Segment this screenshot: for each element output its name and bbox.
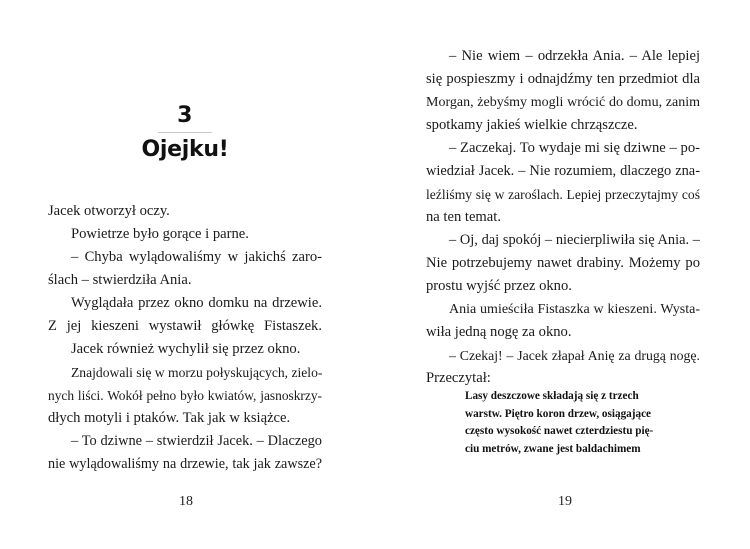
text-line: wiła jedną nogę za okno. (426, 324, 572, 340)
text-line: dłych motyli i ptaków. Tak jak w książce. (48, 410, 291, 426)
text-line: na ten temat. (426, 209, 501, 225)
text-line: Jacek otworzył oczy. (48, 203, 170, 219)
text-line: się pospieszmy i odnajdźmy ten przedmiot dla (426, 71, 700, 87)
text-line: nie wylądowaliśmy na drzewie, tak jak zawsze? (48, 456, 322, 472)
callout-line: ciu metrów, zwane jest baldachimem (465, 442, 641, 455)
text-line: Morgan, żebyśmy mogli wrócić do domu, zanim (426, 95, 700, 110)
text-line: Z jej kieszeni wystawił główkę Fistaszek. (48, 318, 322, 334)
text-line: – Oj, daj spokój – niecierpliwiła się Ania. – (449, 232, 700, 248)
text-line: Znajdowali się w morzu połyskujących, zielo- (71, 365, 323, 380)
text-line: – To dziwne – stwierdził Jacek. – Dlaczego (71, 433, 322, 449)
text-line: ślach – stwierdziła Ania. (48, 272, 192, 288)
text-line: – Zaczekaj. To wydaje mi się dziwne – po- (449, 140, 700, 156)
right-body-text (426, 45, 700, 390)
chapter-title: Ojejku! (141, 137, 229, 162)
text-line: Wyglądała przez okno domku na drzewie. (71, 295, 322, 311)
text-line: – Czekaj! – Jacek złapał Anię za drugą nogę. (449, 348, 700, 363)
right-page (375, 0, 750, 549)
text-line: wiedział Jacek. – Nie rozumiem, dlaczego zna- (426, 163, 700, 179)
chapter-divider (158, 132, 212, 133)
callout-line: Lasy deszczowe składają się z trzech (465, 390, 639, 402)
text-line: leźliśmy się w zaroślach. Lepiej przeczytajmy coś (426, 187, 700, 202)
text-line: Nie potrzebujemy nawet drabiny. Możemy po (426, 255, 700, 271)
page-number: 18 (179, 494, 193, 509)
page-number: 19 (558, 494, 572, 509)
text-line: Powietrze było gorące i parne. (71, 226, 249, 242)
text-line: Ania umieściła Fistaszka w kieszeni. Wysta- (449, 302, 700, 317)
text-line: nych liści. Wokół pełno było kwiatów, jasnoskrzy- (48, 388, 322, 403)
text-line: spotkamy jakieś wielkie chrząszcze. (426, 117, 638, 133)
text-line: – Nie wiem – odrzekła Ania. – Ale lepiej (449, 48, 700, 64)
text-line: Przeczytał: (426, 370, 491, 386)
text-line: – Chyba wylądowaliśmy w jakichś zaro- (71, 249, 322, 265)
left-body-text (48, 200, 322, 476)
callout-line: często wysokość nawet czterdziestu pię- (465, 425, 654, 437)
callout-line: warstw. Piętro koron drzew, osiągające (465, 407, 652, 420)
text-line: Jacek również wychylił się przez okno. (71, 341, 301, 357)
chapter-number: 3 (177, 103, 193, 128)
text-line: prostu wyjść przez okno. (426, 278, 572, 294)
fact-callout (465, 388, 655, 458)
chapter-heading (48, 104, 322, 163)
